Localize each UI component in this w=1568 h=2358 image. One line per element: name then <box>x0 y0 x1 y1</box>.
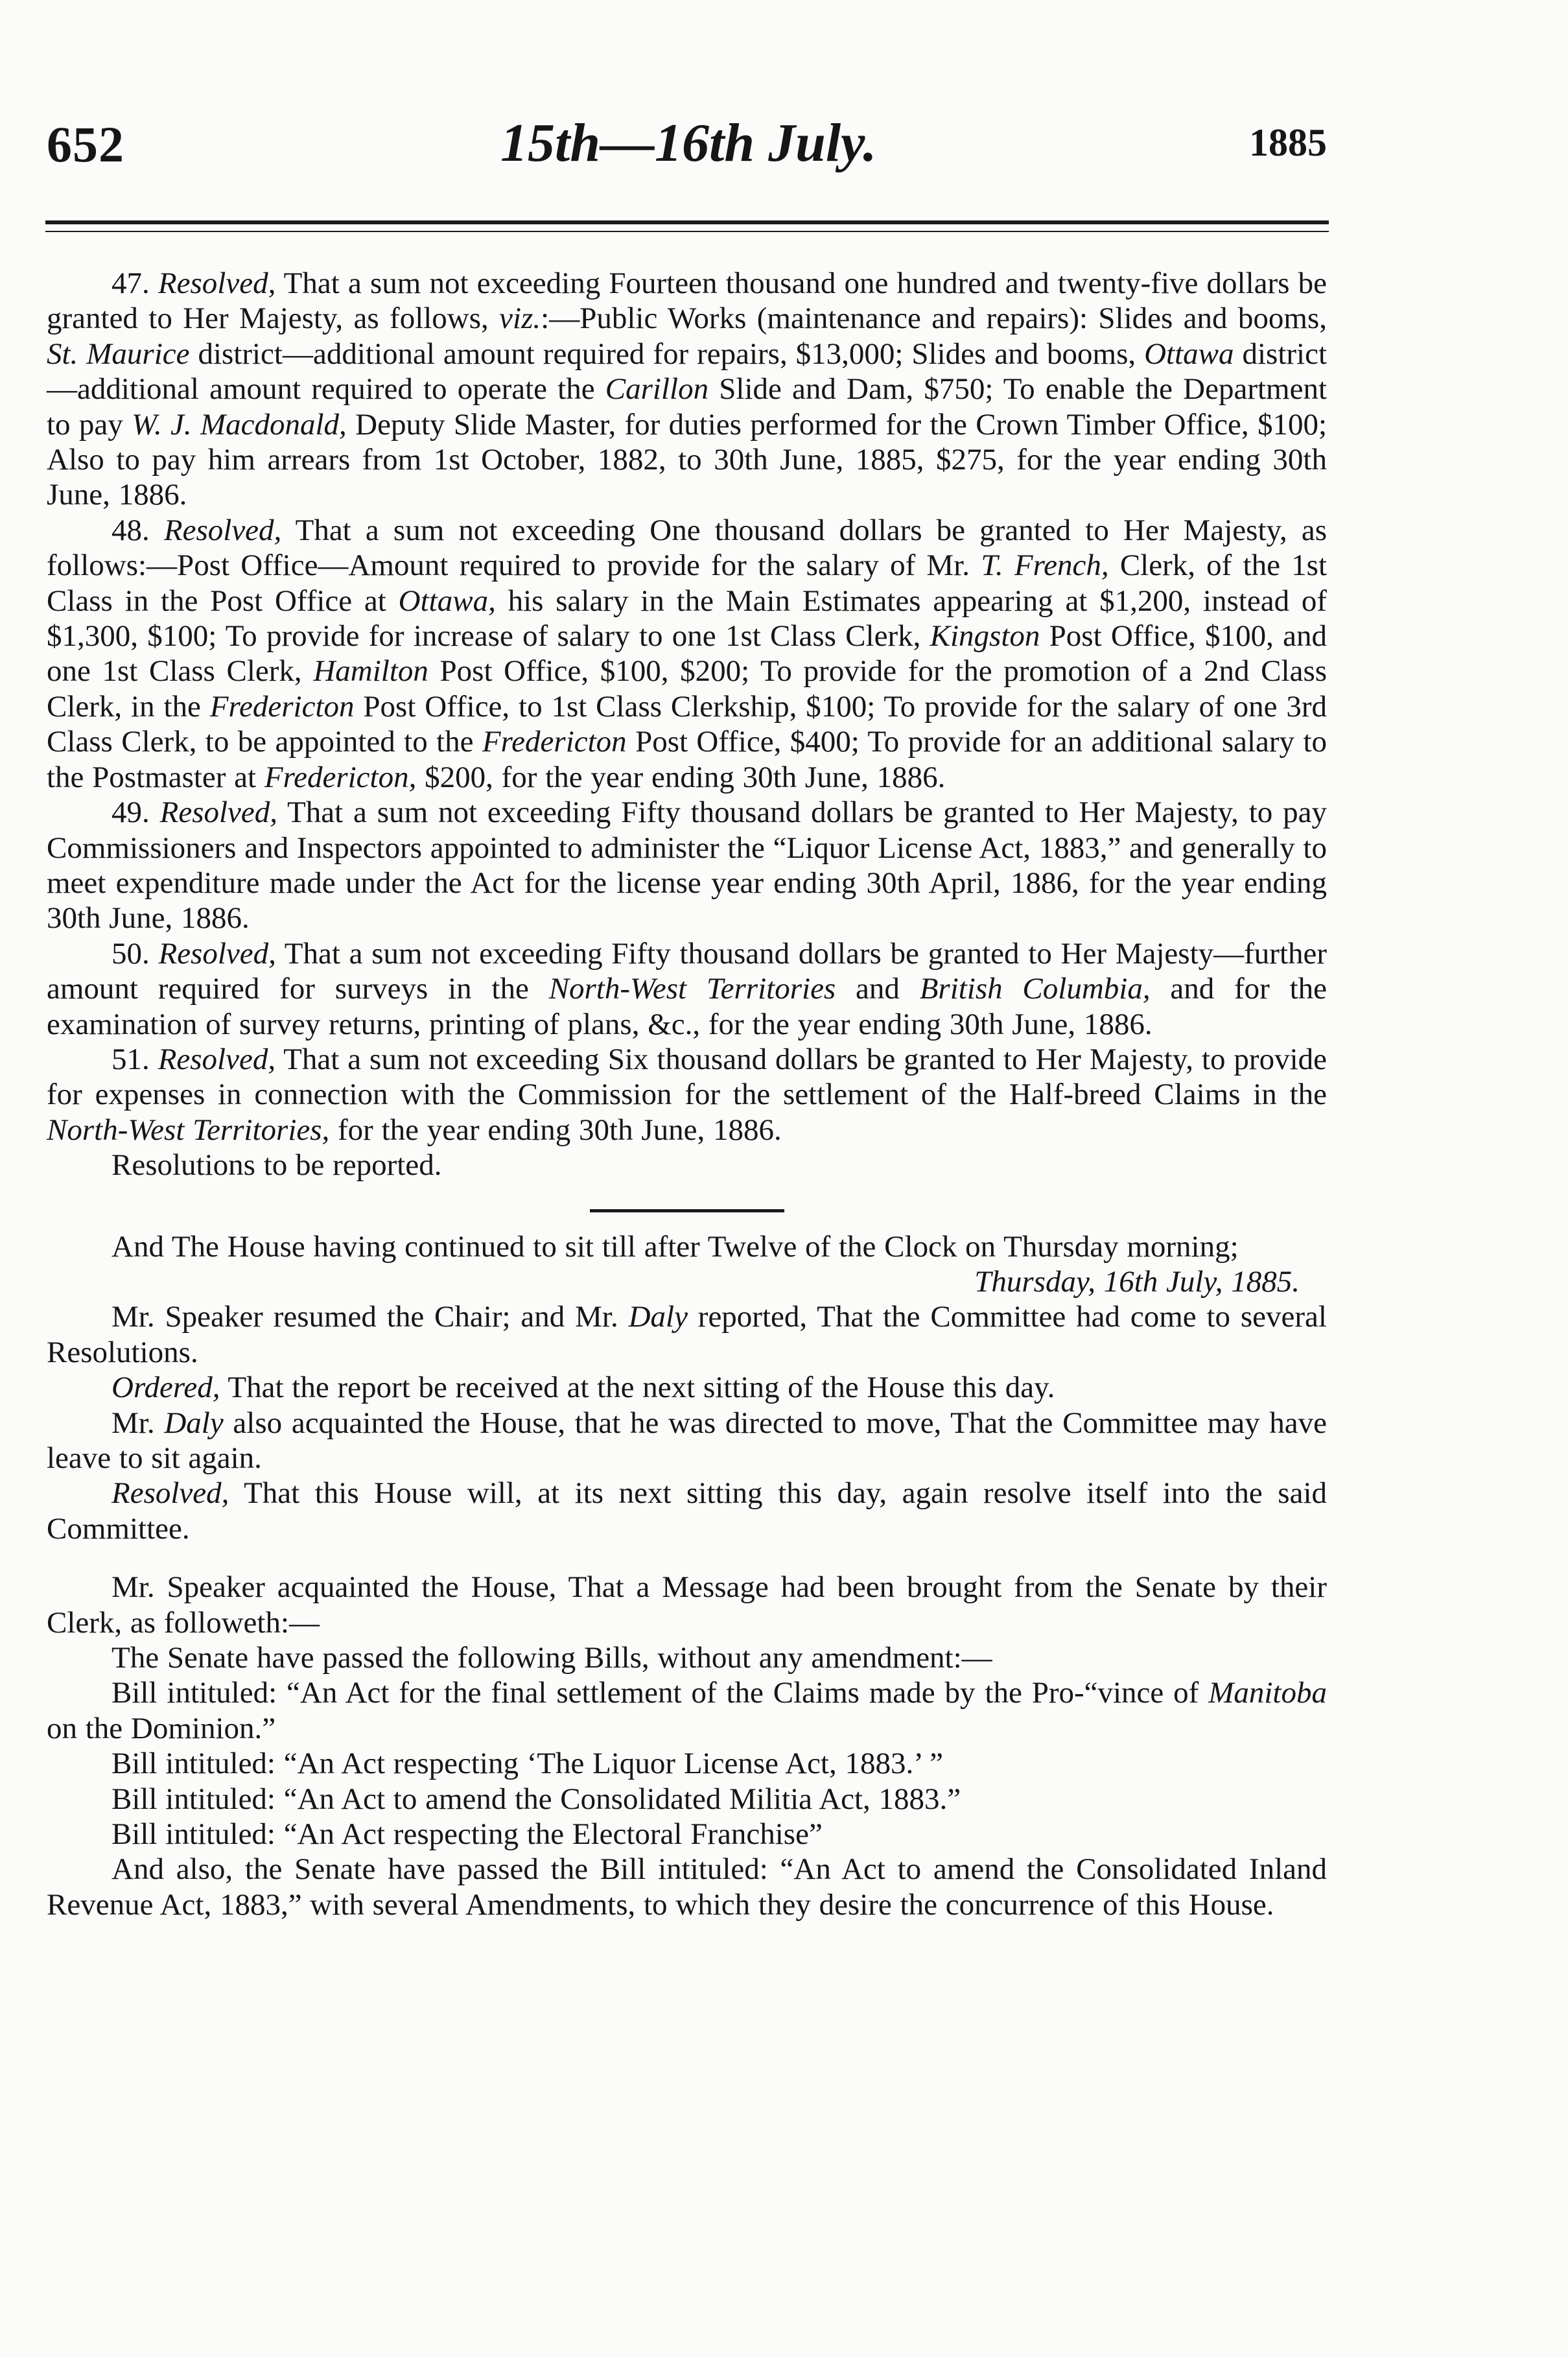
place-name: Carillon <box>605 372 709 407</box>
paragraph-gap <box>47 1546 1327 1570</box>
house-continued: And The House having continued to sit till after Twelve of the Clock on Thursday morning; <box>111 1229 1239 1264</box>
resolution-text: Deputy Slide Master, for duties performed for the Crown Timber Office, $100; Also to pay him arrears from 1st October, 1882, to 30th June, 1885, $275, for the year ending 30th June, 1886. <box>47 407 1328 512</box>
resolution-text: That a sum not exceeding One thousand dollars be granted to Her Majesty, as follows:—Post Office—Amount required to provide for the salary of Mr. <box>47 513 1328 583</box>
running-title: 15th—16th July. <box>500 113 877 173</box>
resolution-number: 47. <box>111 266 150 300</box>
resolution-text: Clerk, of the 1st Class in the Post Office at <box>47 548 1328 618</box>
place-name: Kingston <box>930 619 1040 654</box>
resolution-text: Post Office, $400; To provide for an additional salary to the Postmaster at <box>47 725 1327 794</box>
person-name: Daly <box>628 1300 688 1334</box>
resolution-number: 50. <box>111 936 150 971</box>
place-name: Fredericton <box>209 689 355 724</box>
daly-leave-paragraph <box>47 1406 1327 1476</box>
resolution-text: Post Office, to 1st Class Clerkship, $100; To provide for the salary of one 3rd Class Clerk, to be appointed to the <box>47 689 1328 759</box>
resolution-51 <box>47 1042 1327 1148</box>
header-rule-thick <box>45 220 1329 224</box>
sitting-text: also acquainted the House, that he was directed to move, That the Committee may have leave to sit again. <box>47 1406 1328 1475</box>
resolved-label: Resolved, <box>111 1476 229 1511</box>
resolved-label: Resolved, <box>158 936 276 971</box>
journal-body <box>47 266 1327 1922</box>
sitting-text: Mr. <box>111 1406 155 1440</box>
resolved-label: Resolved, <box>159 796 278 830</box>
place-name: North-West Territories <box>548 972 836 1006</box>
resolution-text: That a sum not exceeding Fifty thousand dollars be granted to Her Majesty—further amount required for surveys in the <box>47 936 1328 1006</box>
resolution-text: $200, for the year ending 30th June, 1886. <box>425 760 946 794</box>
page-header <box>47 115 1327 187</box>
page-number: 652 <box>47 116 124 172</box>
section-separator <box>590 1209 784 1212</box>
place-name: Fredericton, <box>264 760 417 794</box>
resolved-label: Resolved, <box>158 266 276 300</box>
resolution-text: for the year ending 30th June, 1886. <box>338 1113 782 1147</box>
sitting-text: reported, That the Committee had come to several Resolutions. <box>47 1300 1327 1369</box>
person-name: Daly <box>164 1406 224 1440</box>
resolution-text: :—Public Works (maintenance and repairs): Slides and booms, <box>541 301 1328 336</box>
resolution-49 <box>47 795 1327 936</box>
resolution-number: 51. <box>111 1042 150 1076</box>
header-rule-thin <box>45 231 1329 232</box>
resolution-48 <box>47 513 1327 795</box>
viz-label: viz. <box>499 301 541 336</box>
resolution-text: and <box>856 972 900 1006</box>
person-name: T. French, <box>981 548 1109 583</box>
resolved-label: Resolved, <box>158 1042 276 1076</box>
resolution-50 <box>47 936 1327 1042</box>
place-name: British Columbia, <box>919 972 1151 1006</box>
sitting-dateline <box>47 1264 1327 1299</box>
ordered-paragraph <box>47 1370 1327 1405</box>
place-name: Fredericton <box>482 725 627 759</box>
resolved-committee-paragraph <box>47 1476 1327 1546</box>
resolutions-reported: Resolutions to be reported. <box>111 1148 442 1183</box>
resolution-text: Post Office, $100, $200; To provide for the promotion of a 2nd Class Clerk, in the <box>47 654 1328 724</box>
sitting-text: That the report be received at the next sitting of the House this day. <box>228 1371 1055 1405</box>
sitting-text: That this House will, at its next sitting this day, again resolve itself into the said Committee. <box>47 1476 1327 1546</box>
bill-4: Bill intituled: “An Act respecting the Electoral Franchise” <box>111 1817 823 1852</box>
resolution-text: Post Office, $100, and one 1st Class Clerk, <box>47 619 1328 689</box>
resolution-text: That a sum not exceeding Fourteen thousand one hundred and twenty-five dollars be granted to Her Majesty, as follows, <box>47 266 1327 336</box>
place-name: Ottawa, <box>398 584 496 618</box>
dateline-day: Thursday, <box>974 1264 1095 1299</box>
place-name: Hamilton <box>313 654 428 689</box>
resolution-text: Slide and Dam, $750; To enable the Department to pay <box>47 372 1328 442</box>
resolution-text: district—additional amount required for repairs, $13,000; Slides and booms, <box>198 336 1136 371</box>
bill-1 <box>47 1675 1327 1746</box>
resolution-text: That a sum not exceeding Fifty thousand dollars be granted to Her Majesty, to pay Commissioners and Inspectors appointed to administer the “Liquor License Act, 1883,” and generally to meet expenditure made under the Act for the license year ending 30th April, 1886, for the year ending 30th June, 1886. <box>47 796 1328 936</box>
place-name: St. Maurice <box>47 336 190 371</box>
place-name: Manitoba <box>1208 1676 1327 1710</box>
resolution-number: 49. <box>111 796 150 830</box>
bill-text: Bill intituled: “An Act for the final settlement of the Claims made by the Pro-“vince of <box>111 1676 1199 1710</box>
senate-amendments: And also, the Senate have passed the Bill intituled: “An Act to amend the Consolidated Inland Revenue Act, 1883,” with several Amendments, to which they desire the concurrence of this House. <box>47 1852 1327 1922</box>
bill-3: Bill intituled: “An Act to amend the Consolidated Militia Act, 1883.” <box>111 1782 961 1816</box>
bill-2: Bill intituled: “An Act respecting ‘The Liquor License Act, 1883.’ ” <box>111 1747 944 1781</box>
header-year: 1885 <box>1249 121 1327 164</box>
resolution-text: That a sum not exceeding Six thousand dollars be granted to Her Majesty, to provide for expenses in connection with the Commission for the settlement of the Half-breed Claims in the <box>47 1042 1328 1112</box>
senate-passed: The Senate have passed the following Bills, without any amendment:— <box>111 1641 992 1675</box>
dateline-year: 1885. <box>1231 1264 1300 1299</box>
ordered-label: Ordered, <box>111 1371 220 1405</box>
sitting-text: Mr. Speaker resumed the Chair; and Mr. <box>111 1300 618 1334</box>
resolution-text: district—additional amount required to operate the <box>47 336 1328 407</box>
resolution-text: his salary in the Main Estimates appearing at $1,200, instead of $1,300, $100; To provide for increase of salary to one 1st Class Clerk, <box>47 584 1328 654</box>
bill-text: on the Dominion.” <box>47 1711 276 1745</box>
place-name: North-West Territories, <box>47 1113 330 1147</box>
senate-message-intro: Mr. Speaker acquainted the House, That a Message had been brought from the Senate by their Clerk, as followeth:— <box>47 1570 1327 1640</box>
person-name: W. J. Macdonald, <box>132 407 347 442</box>
dateline-date: 16th July, <box>1103 1264 1223 1299</box>
place-name: Ottawa <box>1144 336 1234 371</box>
resolution-number: 48. <box>111 513 150 547</box>
resolution-47 <box>47 266 1327 513</box>
resolved-label: Resolved, <box>163 513 282 547</box>
resolution-text: and for the examination of survey returns, printing of plans, &c., for the year ending 30th June, 1886. <box>47 972 1328 1041</box>
speaker-resumed <box>47 1299 1327 1370</box>
